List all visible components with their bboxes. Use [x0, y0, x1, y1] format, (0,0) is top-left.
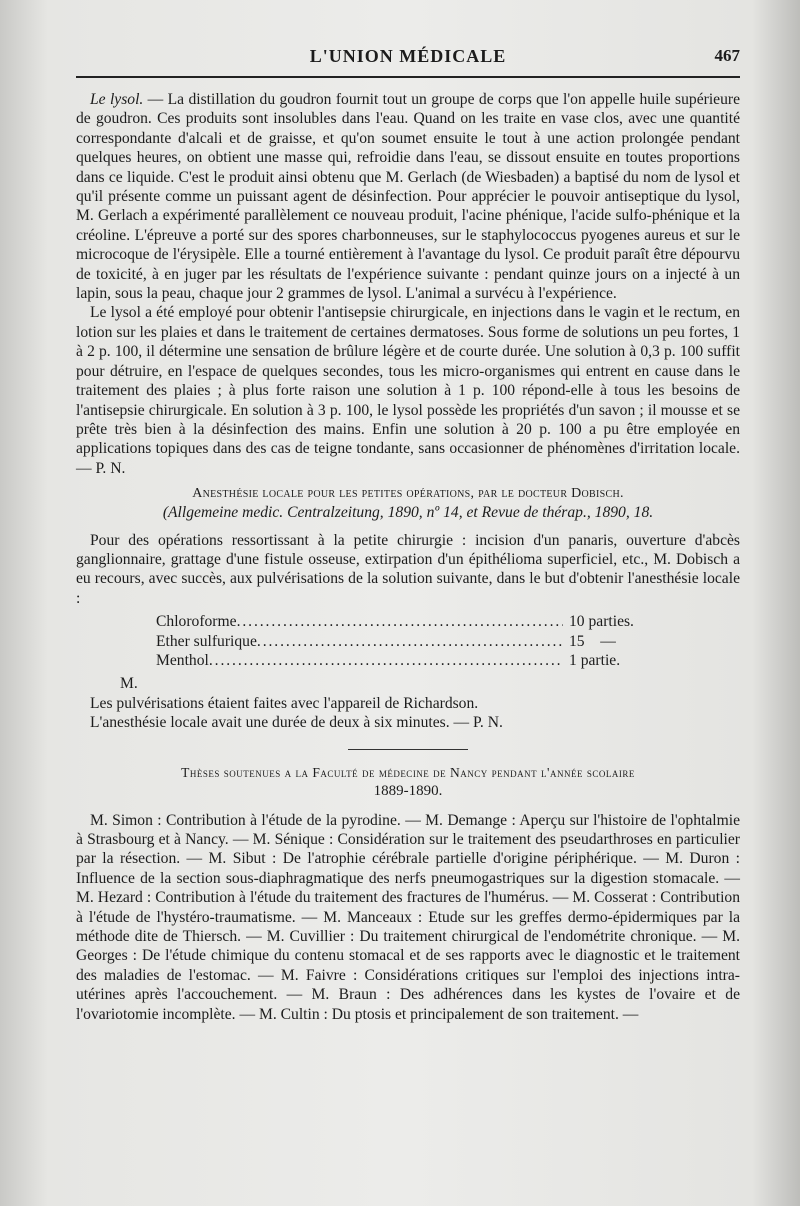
recipe-qty: 10 parties. [569, 613, 634, 631]
lysol-paragraph-1-text: — La distillation du goudron fournit tout un groupe de corps que l'on appelle huile supérieure de goudron. Ces produits sont insolubles dans l'eau. Quand on les traite en vase clos, avec une quantité correspondante d'alcali et de graisse, et qu'on soumet ensuite le tout à une action prolongée pendant quelques heures, on obtient une masse qui, refroidie dans l'eau, se dissout ensuite en toutes proportions dans ce liquide. C'est le produit ainsi obtenu que M. Gerlach (de Wiesbaden) a baptisé du nom de lysol et qu'il présente comme un puissant agent de désinfection. Pour apprécier le pouvoir antiseptique du lysol, M. Gerlach a expérimenté parallèlement ce nouveau produit, l'acine phénique, l'acide sulfo-phénique et la créoline. L'épreuve a porté sur des spores charbonneuses, sur le staphylococcus pyogenes aureus et sur le microcoque de l'érysipèle. Elle a tourné entièrement à l'avantage du lysol. Ce produit paraît être dépourvu de toxicité, à en juger par les résultats de l'expérience suivante : pendant quinze jours on a injecté à un lapin, sous la peau, chaque jour 2 grammes de lysol. L'animal a survécu à l'expérience. [76, 91, 740, 303]
section-divider [348, 749, 468, 750]
recipe-leader [209, 651, 563, 670]
header-rule [76, 76, 740, 78]
recipe-leader [237, 612, 563, 631]
recipe-leader [257, 632, 563, 651]
theses-paragraph: M. Simon : Contribution à l'étude de la pyrodine. — M. Demange : Aperçu sur l'histoire de l'ophtalmie à Strasbourg et à Nancy. — M. Sénique : Considération sur le traitement des pseudarthroses en particulier par la résection. — M. Sibut : De l'atrophie cérébrale partielle d'origine périphérique. — M. Duron : Influence de la section sous-diaphragmatique des nerfs pneumogastriques sur la digestion stomacale. — M. Hezard : Contribution à l'étude du traitement des fractures de l'humérus. — M. Cosserat : Contribution à l'étude de l'hystéro-traumatisme. — M. Manceaux : Etude sur les greffes dermo-épidermiques par la méthode dite de Thiersch. — M. Cuvillier : Du traitement chirurgical de l'endométrite chronique. — M. Georges : De l'étude chimique du contenu stomacal et de ses rapports avec le diagnostic et le traitement des maladies de l'estomac. — M. Faivre : Considérations critiques sur l'emploi des injections intra-utérines après l'accouchement. — M. Braun : Des adhérences dans les kystes de l'ovaire et de l'ovariotomie incomplète. — M. Cultin : Du ptosis et principalement de son traitement. — [76, 811, 740, 1023]
theses-year: 1889-1890. [373, 782, 443, 799]
closing-line-2: L'anesthésie locale avait une durée de deux à six minutes. — P. N. [90, 714, 503, 732]
recipe-row [156, 632, 651, 651]
lysol-paragraph-2: Le lysol a été employé pour obtenir l'antisepsie chirurgicale, en injections dans le vagin et le rectum, en lotion sur les plaies et dans le traitement de certaines dermatoses. Sous forme de solutions un peu fortes, 1 à 2 p. 100, il détermine une sensation de brûlure légère et de courte durée. Une solution à 0,3 p. 100 suffit pour détruire, en l'espace de quelques secondes, tous les micro-organismes qui entrent en cause dans le traitement des plaies ; à plus forte raison une solution à 1 p. 100 répond-elle à tous les besoins de l'antisepsie chirurgicale. En solution à 3 p. 100, le lysol possède les propriétés d'un savon ; il mousse et se prête très bien à la désinfection des mains. Enfin une solution à 20 p. 100 a pu être employée en applications topiques dans des cas de teigne tondante, sans occasionner de phénomènes d'irritation locale. — P. N. [76, 304, 740, 477]
recipe-name: Chloroforme [156, 613, 237, 631]
recipe-qty: 15 — [569, 632, 616, 650]
lysol-title: Le lysol. [90, 91, 144, 108]
anesthesie-closing [90, 694, 740, 733]
page-footer [0, 1156, 800, 1206]
recipe-name: Menthol [156, 651, 209, 669]
running-head: L'UNION MÉDICALE [309, 46, 507, 66]
recipe-name: Ether sulfurique [156, 632, 257, 650]
recipe-qty: 1 partie. [569, 651, 621, 669]
recipe-row [156, 612, 651, 631]
anesthesie-source: (Allgemeine medic. Centralzeitung, 1890, nº 14, et Revue de thérap., 1890, 18. [162, 504, 654, 522]
theses-title: Thèses soutenues a la Faculté de médecine de Nancy pendant l'année scolaire [181, 764, 635, 780]
anesthesie-paragraph: Pour des opérations ressortissant à la petite chirurgie : incision d'un panaris, ouverture d'abcès ganglionnaire, grattage d'une fistule osseuse, extirpation d'un épithélioma superficiel, etc., M. Dobisch a eu recours, avec succès, aux pulvérisations de la solution suivante, dans le but d'obtenir l'anesthésie locale : [76, 531, 740, 607]
closing-line-1: Les pulvérisations étaient faites avec l'appareil de Richardson. [90, 694, 479, 712]
page-number: 467 [714, 46, 740, 65]
page-header [76, 40, 740, 76]
lysol-paragraph-1 [76, 90, 740, 303]
anesthesie-title: Anesthésie locale pour les petites opérations, par le docteur Dobisch. [192, 486, 624, 502]
recipe-list [156, 612, 651, 670]
recipe-m-label: M. [120, 675, 138, 693]
recipe-row [156, 651, 651, 670]
